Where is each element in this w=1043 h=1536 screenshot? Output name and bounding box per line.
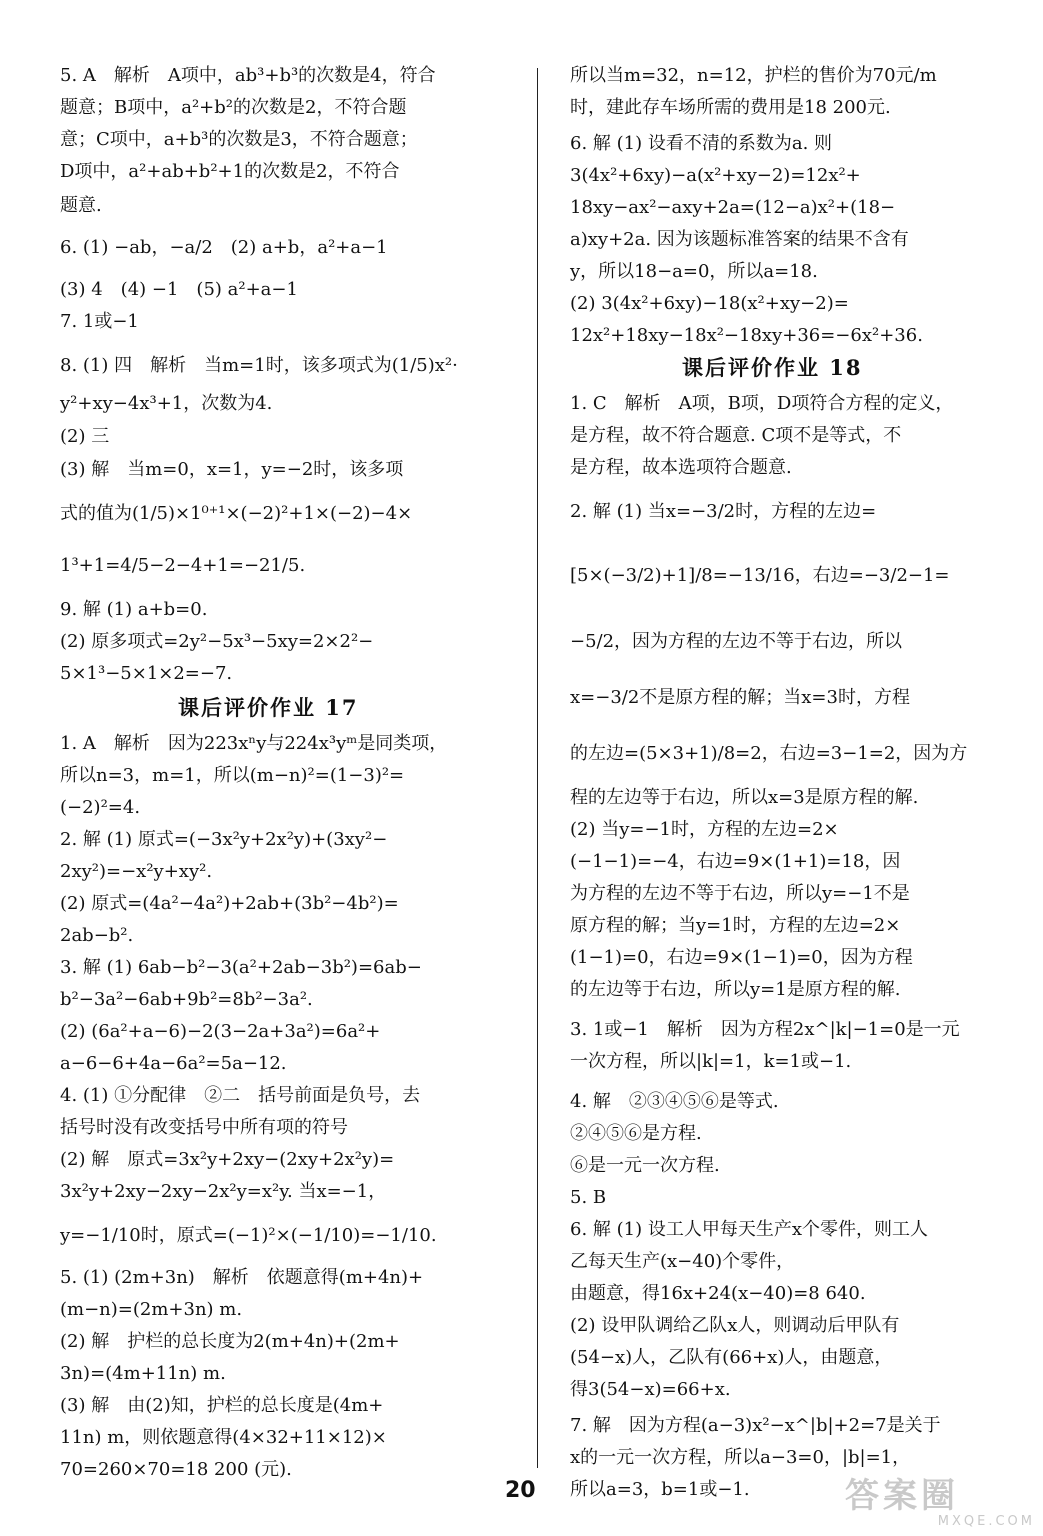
page-number: 20 <box>505 1478 536 1503</box>
text-line: 的左边=(5×3+1)/8=2，右边=3−1=2，因为方 <box>570 743 968 764</box>
text-line: a−6−6+4a−6a²=5a−12. <box>60 1053 287 1074</box>
text-line: −5/2，因为方程的左边不等于右边，所以 <box>570 631 903 652</box>
text-line: 所以当m=32，n=12，护栏的售价为70元/m <box>570 65 937 86</box>
text-line: 7. 解 因为方程(a−3)x²−x^|b|+2=7是关于 <box>570 1415 941 1436</box>
text-line: (2) 3(4x²+6xy)−18(x²+xy−2)= <box>570 293 849 314</box>
text-line: (2) 原多项式=2y²−5x³−5xy=2×2²− <box>60 631 374 652</box>
text-line: 题意. <box>60 195 102 216</box>
text-line: a)xy+2a. 因为该题标准答案的结果不含有 <box>570 229 909 250</box>
text-line: 一次方程，所以|k|=1，k=1或−1. <box>570 1051 852 1072</box>
text-line: y²+xy−4x³+1，次数为4. <box>60 393 273 414</box>
text-line: 6. (1) −ab，−a/2 (2) a+b，a²+a−1 <box>60 237 388 258</box>
text-line: 程的左边等于右边，所以x=3是原方程的解. <box>570 787 919 808</box>
text-line: 时，建此存车场所需的费用是18 200元. <box>570 97 891 118</box>
text-line: [5×(−3/2)+1]/8=−13/16，右边=−3/2−1= <box>570 565 950 586</box>
text-line: 4. (1) ①分配律 ②二 括号前面是负号，去 <box>60 1085 421 1106</box>
text-line: (3) 4 (4) −1 (5) a²+a−1 <box>60 279 298 300</box>
text-line: 5. A 解析 A项中，ab³+b³的次数是4，符合 <box>60 65 436 86</box>
text-line: ②④⑤⑥是方程. <box>570 1123 702 1144</box>
text-line: 是方程，故本选项符合题意. <box>570 457 792 478</box>
text-line: (−2)²=4. <box>60 797 141 818</box>
text-line: 18xy−ax²−axy+2a=(12−a)x²+(18− <box>570 197 896 218</box>
text-line: (2) 原式=(4a²−4a²)+2ab+(3b²−4b²)= <box>60 893 399 914</box>
watermark-site: MXQE.COM <box>937 1514 1035 1529</box>
column-divider <box>537 68 538 1468</box>
text-line: 得3(54−x)=66+x. <box>570 1379 731 1400</box>
text-line: 原方程的解；当y=1时，方程的左边=2× <box>570 915 901 936</box>
text-line: 乙每天生产(x−40)个零件， <box>570 1251 795 1272</box>
watermark <box>845 1478 1035 1530</box>
text-line: 2xy²)=−x²y+xy². <box>60 861 213 882</box>
text-line: 2ab−b². <box>60 925 134 946</box>
text-line: x的一元一次方程，所以a−3=0，|b|=1， <box>570 1447 911 1468</box>
text-line: 1³+1=4/5−2−4+1=−21/5. <box>60 555 306 576</box>
text-line: (2) (6a²+a−6)−2(3−2a+3a²)=6a²+ <box>60 1021 381 1042</box>
text-line: 1. C 解析 A项，B项，D项符合方程的定义， <box>570 393 954 414</box>
text-line: (2) 解 原式=3x²y+2xy−(2xy+2x²y)= <box>60 1149 395 1170</box>
text-line: 为方程的左边不等于右边，所以y=−1不是 <box>570 883 910 904</box>
text-line: 6. 解 (1) 设看不清的系数为a. 则 <box>570 133 833 154</box>
watermark-logo: 答案圈 <box>845 1476 959 1516</box>
text-line: ⑥是一元一次方程. <box>570 1155 720 1176</box>
text-line: 11n) m，则依题意得(4×32+11×12)× <box>60 1427 387 1448</box>
text-line: (3) 解 当m=0，x=1，y=−2时，该多项 <box>60 459 404 480</box>
text-line: D项中，a²+ab+b²+1的次数是2，不符合 <box>60 161 400 182</box>
text-line: 是方程，故不符合题意. C项不是等式，不 <box>570 425 902 446</box>
section-heading: 课后评价作业 18 <box>682 355 863 380</box>
text-line: 3. 1或−1 解析 因为方程2x^|k|−1=0是一元 <box>570 1019 960 1040</box>
text-line: b²−3a²−6ab+9b²=8b²−3a². <box>60 989 313 1010</box>
text-line: 由题意，得16x+24(x−40)=8 640. <box>570 1283 866 1304</box>
text-line: 2. 解 (1) 当x=−3/2时，方程的左边= <box>570 501 877 522</box>
text-line: 的左边等于右边，所以y=1是原方程的解. <box>570 979 901 1000</box>
text-line: (2) 当y=−1时，方程的左边=2× <box>570 819 839 840</box>
text-line: 题意；B项中，a²+b²的次数是2，不符合题 <box>60 97 407 118</box>
text-line: 5. B <box>570 1187 607 1208</box>
text-line: 12x²+18xy−18x²−18xy+36=−6x²+36. <box>570 325 923 346</box>
text-line: 7. 1或−1 <box>60 311 139 332</box>
text-line: y=−1/10时，原式=(−1)²×(−1/10)=−1/10. <box>60 1225 437 1246</box>
text-line: x=−3/2不是原方程的解；当x=3时，方程 <box>570 687 910 708</box>
text-line: 括号时没有改变括号中所有项的符号 <box>60 1117 348 1138</box>
text-line: 3x²y+2xy−2xy−2x²y=x²y. 当x=−1， <box>60 1181 387 1202</box>
text-line: (1−1)=0，右边=9×(1−1)=0，因为方程 <box>570 947 913 968</box>
text-line: 意；C项中，a+b³的次数是3，不符合题意； <box>60 129 418 150</box>
text-line: (2) 三 <box>60 426 110 447</box>
text-line: (−1−1)=−4，右边=9×(1+1)=18，因 <box>570 851 901 872</box>
text-line: 所以n=3，m=1，所以(m−n)²=(1−3)²= <box>60 765 405 786</box>
text-line: 所以a=3，b=1或−1. <box>570 1479 750 1500</box>
text-line: 8. (1) 四 解析 当m=1时，该多项式为(1/5)x²· <box>60 355 458 376</box>
text-line: (2) 解 护栏的总长度为2(m+4n)+(2m+ <box>60 1331 400 1352</box>
text-line: 3n)=(4m+11n) m. <box>60 1363 226 1384</box>
text-line: 9. 解 (1) a+b=0. <box>60 599 208 620</box>
text-line: 70=260×70=18 200 (元). <box>60 1459 292 1480</box>
text-line: 5. (1) (2m+3n) 解析 依题意得(m+4n)+ <box>60 1267 424 1288</box>
text-line: 式的值为(1/5)×1⁰⁺¹×(−2)²+1×(−2)−4× <box>60 503 413 524</box>
text-line: 5×1³−5×1×2=−7. <box>60 663 233 684</box>
section-heading: 课后评价作业 17 <box>178 695 359 720</box>
text-line: (2) 设甲队调给乙队x人，则调动后甲队有 <box>570 1315 900 1336</box>
text-line: 3. 解 (1) 6ab−b²−3(a²+2ab−3b²)=6ab− <box>60 957 422 978</box>
text-line: (3) 解 由(2)知，护栏的总长度是(4m+ <box>60 1395 384 1416</box>
text-line: (54−x)人，乙队有(66+x)人，由题意， <box>570 1347 893 1368</box>
text-line: 1. A 解析 因为223xⁿy与224x³yᵐ是同类项， <box>60 733 448 754</box>
text-line: y，所以18−a=0，所以a=18. <box>570 261 818 282</box>
text-line: 3(4x²+6xy)−a(x²+xy−2)=12x²+ <box>570 165 861 186</box>
text-line: (m−n)=(2m+3n) m. <box>60 1299 243 1320</box>
text-line: 6. 解 (1) 设工人甲每天生产x个零件，则工人 <box>570 1219 928 1240</box>
text-line: 2. 解 (1) 原式=(−3x²y+2x²y)+(3xy²− <box>60 829 388 850</box>
text-line: 4. 解 ②③④⑤⑥是等式. <box>570 1091 779 1112</box>
